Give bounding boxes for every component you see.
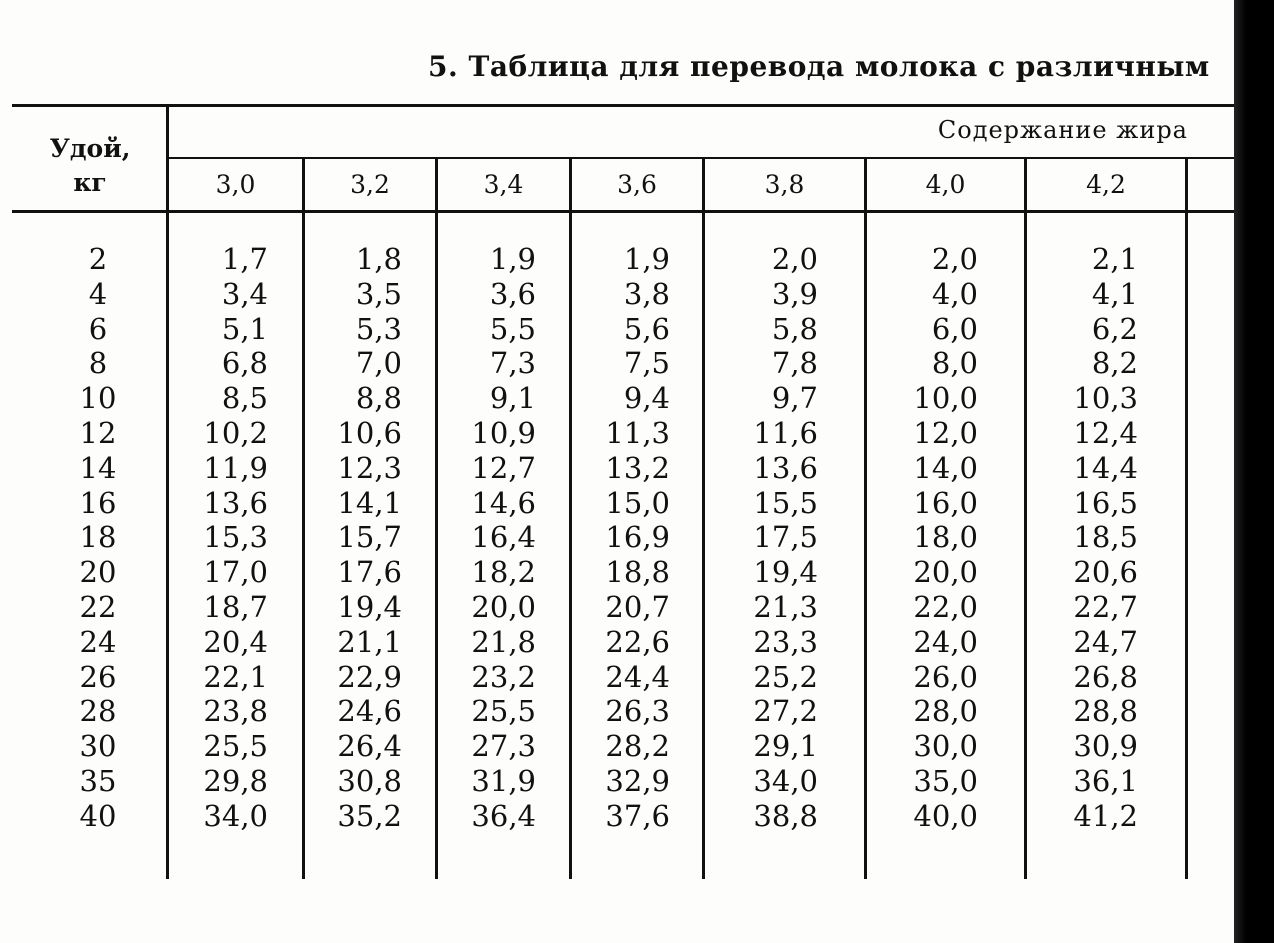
converted-value: 26,0	[913, 659, 978, 694]
converted-value: 8,8	[355, 381, 402, 416]
converted-value: 30,0	[913, 729, 978, 764]
fat-column-header: 3,6	[617, 170, 657, 199]
converted-value: 15,0	[605, 485, 670, 520]
converted-value: 26,4	[337, 729, 402, 764]
converted-value: 16,9	[605, 520, 670, 555]
converted-value: 35,2	[337, 798, 402, 833]
converted-value: 21,3	[753, 589, 818, 624]
yield-value: 26	[79, 659, 117, 694]
converted-value: 10,0	[913, 381, 978, 416]
converted-value: 19,4	[337, 589, 402, 624]
converted-value: 2,0	[931, 242, 978, 276]
converted-value: 11,6	[753, 415, 818, 450]
converted-value: 20,4	[203, 624, 268, 659]
converted-value: 26,3	[605, 694, 670, 729]
converted-value: 5,6	[623, 311, 670, 346]
value-column	[572, 242, 670, 834]
converted-value: 15,7	[337, 520, 402, 555]
converted-value: 36,1	[1073, 763, 1138, 798]
converted-value: 40,0	[913, 798, 978, 833]
value-column	[169, 242, 268, 834]
converted-value: 1,7	[221, 242, 268, 276]
converted-value: 34,0	[753, 763, 818, 798]
converted-value: 13,6	[753, 450, 818, 485]
header-bottom-rule	[12, 210, 1234, 213]
converted-value: 24,7	[1073, 624, 1138, 659]
converted-value: 6,2	[1091, 311, 1138, 346]
converted-value: 8,5	[221, 381, 268, 416]
converted-value: 23,8	[203, 694, 268, 729]
converted-value: 1,9	[489, 242, 536, 276]
fat-column-header: 3,0	[215, 170, 256, 199]
yield-value: 14	[79, 450, 117, 485]
converted-value: 3,9	[771, 276, 818, 311]
converted-value: 34,0	[203, 798, 268, 833]
converted-value: 17,0	[203, 555, 268, 590]
table-top-rule	[12, 104, 1234, 107]
converted-value: 7,8	[771, 346, 818, 381]
converted-value: 4,0	[931, 276, 978, 311]
converted-value: 17,5	[753, 520, 818, 555]
converted-value: 7,0	[355, 346, 402, 381]
converted-value: 29,1	[753, 729, 818, 764]
yield-value: 6	[88, 311, 108, 346]
converted-value: 30,9	[1073, 729, 1138, 764]
converted-value: 28,0	[913, 694, 978, 729]
fat-column-header: 3,2	[350, 170, 390, 199]
converted-value: 9,7	[771, 381, 818, 416]
fat-column-header: 3,4	[483, 170, 524, 199]
converted-value: 15,5	[753, 485, 818, 520]
converted-value: 37,6	[605, 798, 670, 833]
converted-value: 11,3	[605, 415, 670, 450]
converted-value: 28,8	[1073, 694, 1138, 729]
converted-value: 18,5	[1073, 520, 1138, 555]
converted-value: 10,2	[203, 415, 268, 450]
fat-column-header: 3,8	[764, 170, 805, 199]
converted-value: 5,3	[355, 311, 402, 346]
yield-value: 12	[79, 415, 117, 450]
converted-value: 7,3	[489, 346, 536, 381]
value-column	[305, 242, 402, 834]
yield-value: 10	[79, 381, 117, 416]
converted-value: 14,6	[471, 485, 536, 520]
converted-value: 18,8	[605, 555, 670, 590]
converted-value: 14,1	[337, 485, 402, 520]
converted-value: 36,4	[471, 798, 536, 833]
converted-value: 3,8	[623, 276, 670, 311]
converted-value: 8,0	[931, 346, 978, 381]
converted-value: 20,6	[1073, 555, 1138, 590]
converted-value: 24,6	[337, 694, 402, 729]
converted-value: 24,4	[605, 659, 670, 694]
value-column	[867, 242, 978, 834]
converted-value: 25,5	[203, 729, 268, 764]
converted-value: 11,9	[203, 450, 268, 485]
converted-value: 6,8	[221, 346, 268, 381]
converted-value: 26,8	[1073, 659, 1138, 694]
converted-value: 4,1	[1091, 276, 1138, 311]
converted-value: 21,1	[337, 624, 402, 659]
converted-value: 3,6	[489, 276, 536, 311]
converted-value: 20,0	[913, 555, 978, 590]
converted-value: 5,5	[489, 311, 536, 346]
converted-value: 38,8	[753, 798, 818, 833]
converted-value: 35,0	[913, 763, 978, 798]
col-divider-7	[1185, 158, 1188, 879]
converted-value: 5,1	[221, 311, 268, 346]
converted-value: 9,4	[623, 381, 670, 416]
yield-value: 30	[79, 729, 117, 764]
converted-value: 13,6	[203, 485, 268, 520]
converted-value: 41,2	[1073, 798, 1138, 833]
fat-content-header: Содержание жира	[937, 116, 1188, 144]
converted-value: 1,8	[355, 242, 402, 276]
converted-value: 22,7	[1073, 589, 1138, 624]
converted-value: 10,3	[1073, 381, 1138, 416]
converted-value: 20,7	[605, 589, 670, 624]
fat-column-header: 4,2	[1086, 170, 1126, 199]
yield-column	[58, 242, 138, 834]
yield-value: 35	[79, 763, 117, 798]
converted-value: 13,2	[605, 450, 670, 485]
yield-value: 28	[79, 694, 117, 729]
yield-value: 24	[79, 624, 117, 659]
yield-value: 16	[79, 485, 117, 520]
page-edge-shadow	[1234, 0, 1274, 943]
converted-value: 8,2	[1091, 346, 1138, 381]
converted-value: 14,4	[1073, 450, 1138, 485]
converted-value: 24,0	[913, 624, 978, 659]
converted-value: 30,8	[337, 763, 402, 798]
converted-value: 27,2	[753, 694, 818, 729]
converted-value: 18,0	[913, 520, 978, 555]
converted-value: 25,2	[753, 659, 818, 694]
converted-value: 12,4	[1073, 415, 1138, 450]
converted-value: 12,3	[337, 450, 402, 485]
yield-value: 2	[88, 242, 108, 276]
converted-value: 16,0	[913, 485, 978, 520]
value-column	[1027, 242, 1138, 834]
value-column	[705, 242, 818, 834]
converted-value: 15,3	[203, 520, 268, 555]
yield-value: 22	[79, 589, 117, 624]
converted-value: 10,9	[471, 415, 536, 450]
converted-value: 28,2	[605, 729, 670, 764]
page-title: 5. Таблица для перевода молока с различным	[428, 50, 1210, 83]
yield-label: Удой,	[49, 134, 131, 163]
converted-value: 31,9	[471, 763, 536, 798]
converted-value: 22,6	[605, 624, 670, 659]
converted-value: 6,0	[931, 311, 978, 346]
converted-value: 19,4	[753, 555, 818, 590]
converted-value: 3,5	[355, 276, 402, 311]
yield-value: 20	[79, 555, 117, 590]
converted-value: 22,9	[337, 659, 402, 694]
converted-value: 21,8	[471, 624, 536, 659]
fat-column-header: 4,0	[925, 170, 966, 199]
converted-value: 2,1	[1091, 242, 1138, 276]
yield-unit: кг	[73, 168, 107, 197]
converted-value: 12,7	[471, 450, 536, 485]
value-column	[438, 242, 536, 834]
converted-value: 17,6	[337, 555, 402, 590]
converted-value: 23,2	[471, 659, 536, 694]
converted-value: 22,0	[913, 589, 978, 624]
converted-value: 25,5	[471, 694, 536, 729]
converted-value: 3,4	[221, 276, 268, 311]
yield-header	[14, 132, 166, 200]
converted-value: 20,0	[471, 589, 536, 624]
yield-value: 18	[79, 520, 117, 555]
converted-value: 5,8	[771, 311, 818, 346]
converted-value: 32,9	[605, 763, 670, 798]
yield-value: 40	[79, 798, 117, 833]
converted-value: 1,9	[623, 242, 670, 276]
yield-value: 8	[88, 346, 108, 381]
converted-value: 23,3	[753, 624, 818, 659]
yield-value: 4	[88, 276, 108, 311]
converted-value: 18,2	[471, 555, 536, 590]
converted-value: 12,0	[913, 415, 978, 450]
converted-value: 16,4	[471, 520, 536, 555]
converted-value: 18,7	[203, 589, 268, 624]
converted-value: 14,0	[913, 450, 978, 485]
converted-value: 29,8	[203, 763, 268, 798]
converted-value: 10,6	[337, 415, 402, 450]
converted-value: 9,1	[489, 381, 536, 416]
converted-value: 27,3	[471, 729, 536, 764]
converted-value: 7,5	[623, 346, 670, 381]
fat-header-rule	[168, 157, 1234, 159]
converted-value: 22,1	[203, 659, 268, 694]
converted-value: 16,5	[1073, 485, 1138, 520]
converted-value: 2,0	[771, 242, 818, 276]
